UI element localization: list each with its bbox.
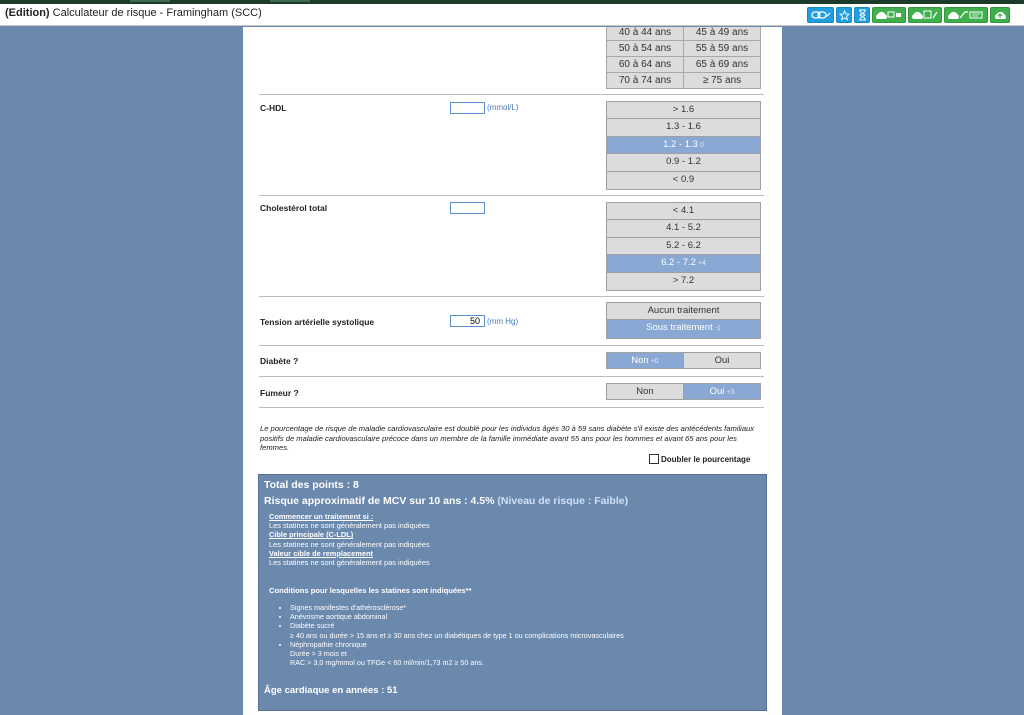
header-toolbar bbox=[807, 7, 1010, 23]
double-label: Doubler le pourcentage bbox=[661, 454, 751, 464]
condition-item bbox=[290, 621, 624, 639]
age-row bbox=[607, 27, 761, 41]
condition-detail: RAC > 3,0 mg/mmol ou TFGe < 60 ml/min/1,73 m2 ≥ 50 ans. bbox=[290, 658, 484, 668]
age-option[interactable]: 65 à 69 ans bbox=[684, 57, 761, 73]
diabete-no-option[interactable] bbox=[607, 353, 684, 368]
chol-option-label: 6.2 - 7.2 bbox=[661, 257, 696, 269]
tension-option-label: Aucun traitement bbox=[647, 305, 720, 316]
tension-options bbox=[606, 302, 761, 339]
option-label: Oui bbox=[709, 386, 725, 397]
results-box bbox=[258, 474, 767, 711]
calculator-panel bbox=[243, 27, 782, 715]
cloud-upload-icon bbox=[994, 10, 1006, 20]
tension-option-label: Sous traitement bbox=[646, 322, 713, 334]
tension-unit: (mm Hg) bbox=[487, 317, 519, 326]
star-icon bbox=[839, 10, 850, 21]
condition-detail: ≥ 40 ans ou durée > 15 ans et ≥ 30 ans chez un diabétiques de type 1 ou complications microvasculaires bbox=[290, 630, 624, 640]
age-option[interactable]: ≥ 75 ans bbox=[684, 73, 761, 89]
option-label: Non bbox=[636, 386, 654, 397]
option-label: Oui bbox=[714, 355, 730, 366]
points-badge: +4 bbox=[697, 260, 706, 268]
points-badge: -1 bbox=[714, 325, 721, 333]
divider bbox=[259, 407, 764, 408]
risk-estimate bbox=[264, 495, 628, 507]
title-text: Calculateur de risque - Framingham (SCC) bbox=[52, 7, 262, 19]
target-heading: Cible principale (C-LDL) bbox=[269, 530, 354, 540]
hdl-option-label: 1.3 - 1.6 bbox=[666, 121, 701, 133]
hdl-unit: (mmol/L) bbox=[487, 103, 519, 112]
age-row bbox=[607, 41, 761, 57]
chol-option[interactable] bbox=[607, 203, 760, 220]
chol-option-label: > 7.2 bbox=[672, 274, 695, 286]
age-table bbox=[606, 27, 761, 89]
history-button[interactable] bbox=[854, 7, 870, 23]
print-button[interactable] bbox=[872, 7, 906, 23]
risk-label: Risque approximatif de MCV sur 10 ans : 4.5% bbox=[264, 495, 495, 507]
chol-option-label: 4.1 - 5.2 bbox=[666, 222, 701, 234]
condition-item bbox=[290, 640, 624, 668]
fumeur-no-option[interactable] bbox=[607, 384, 684, 399]
age-option[interactable]: 55 à 59 ans bbox=[684, 41, 761, 57]
treatment-block bbox=[269, 512, 430, 567]
condition-item: • Anévrisme aortique abdominal bbox=[290, 612, 624, 621]
divider bbox=[259, 296, 764, 297]
chol-option[interactable] bbox=[607, 220, 760, 237]
hdl-option[interactable] bbox=[607, 102, 760, 119]
title-prefix: (Edition) bbox=[5, 7, 50, 19]
condition-detail: Durée > 3 mois et bbox=[290, 649, 347, 659]
divider bbox=[259, 94, 764, 95]
fax-button[interactable] bbox=[908, 7, 942, 23]
alt-heading: Valeur cible de remplacement bbox=[269, 548, 373, 558]
send-button[interactable] bbox=[944, 7, 988, 23]
age-row bbox=[607, 57, 761, 73]
favorite-button[interactable] bbox=[836, 7, 852, 23]
hdl-option-label: < 0.9 bbox=[672, 173, 695, 185]
app-header bbox=[0, 4, 1024, 26]
cloud-send-icon bbox=[947, 10, 985, 20]
hdl-option-selected[interactable] bbox=[607, 137, 760, 154]
option-label: Non bbox=[631, 355, 649, 366]
double-percentage-toggle[interactable] bbox=[649, 454, 750, 464]
page-title bbox=[5, 7, 262, 19]
chol-label: Cholestérol total bbox=[260, 203, 328, 213]
chol-option-label: 5.2 - 6.2 bbox=[666, 239, 701, 251]
condition-text: Diabète sucré bbox=[290, 621, 335, 631]
family-history-note: Le pourcentage de risque de maladie cardiovasculaire est doublé pour les individus âgés 30 à 59 sans diabète s'il existe des antécédents familiaux positifs de maladie cardiovasculaire précoce dans un membre de la famille immédiate avant 55 ans pour les hommes et avant 65 ans pour les femmes. bbox=[260, 424, 755, 452]
diabete-yes-option[interactable] bbox=[684, 353, 760, 368]
hdl-input[interactable] bbox=[450, 102, 485, 114]
age-option[interactable]: 70 à 74 ans bbox=[607, 73, 684, 89]
alt-text: Les statines ne sont généralement pas indiquées bbox=[269, 558, 430, 568]
tension-option[interactable] bbox=[607, 303, 760, 320]
start-text: Les statines ne sont généralement pas indiquées bbox=[269, 521, 430, 531]
start-heading: Commencer un traitement si : bbox=[269, 512, 374, 521]
link-button[interactable] bbox=[807, 7, 834, 23]
hdl-option[interactable] bbox=[607, 119, 760, 136]
risk-level: (Niveau de risque : Faible) bbox=[497, 495, 629, 507]
hdl-option-label: 1.2 - 1.3 bbox=[663, 138, 698, 150]
link-icon bbox=[811, 10, 831, 20]
age-option[interactable]: 50 à 54 ans bbox=[607, 41, 684, 57]
points-badge: +0 bbox=[650, 358, 659, 365]
diabete-options bbox=[606, 352, 761, 369]
tension-label: Tension artérielle systolique bbox=[260, 317, 375, 327]
condition-text: Néphropathie chronique bbox=[290, 639, 367, 649]
divider bbox=[259, 345, 764, 346]
age-row bbox=[607, 73, 761, 89]
condition-item: • Signes manifestes d'athérosclérose* bbox=[290, 603, 624, 612]
divider bbox=[259, 376, 764, 377]
chol-option[interactable] bbox=[607, 273, 760, 290]
chol-input[interactable] bbox=[450, 202, 485, 214]
upload-button[interactable] bbox=[990, 7, 1010, 23]
age-option[interactable]: 45 à 49 ans bbox=[684, 27, 761, 41]
total-points: Total des points : 8 bbox=[264, 479, 359, 491]
hdl-option-label: 0.9 - 1.2 bbox=[666, 156, 701, 168]
chol-option[interactable] bbox=[607, 238, 760, 255]
hdl-label: C-HDL bbox=[260, 103, 287, 113]
hdl-option-label: > 1.6 bbox=[672, 104, 695, 115]
cloud-print-icon bbox=[875, 10, 903, 20]
chol-option-label: < 4.1 bbox=[672, 205, 695, 216]
chol-options bbox=[606, 202, 761, 291]
tension-input[interactable]: 50 bbox=[450, 315, 485, 327]
fumeur-yes-option[interactable] bbox=[684, 384, 760, 399]
hdl-options bbox=[606, 101, 761, 190]
checkbox-icon[interactable] bbox=[649, 454, 659, 464]
points-badge: 0 bbox=[699, 141, 704, 149]
target-text: Les statines ne sont généralement pas indiquées bbox=[269, 539, 430, 549]
hdl-option[interactable] bbox=[607, 154, 760, 171]
chol-option-selected[interactable] bbox=[607, 255, 760, 272]
age-option[interactable]: 60 à 64 ans bbox=[607, 57, 684, 73]
tension-option-selected[interactable] bbox=[607, 320, 760, 337]
hdl-option[interactable] bbox=[607, 172, 760, 189]
age-option[interactable]: 40 à 44 ans bbox=[607, 27, 684, 41]
points-badge: +3 bbox=[726, 389, 735, 396]
divider bbox=[259, 195, 764, 196]
conditions-list bbox=[281, 603, 624, 667]
cloud-fax-icon bbox=[911, 10, 939, 20]
diabete-label: Diabète ? bbox=[260, 356, 299, 366]
cardiac-age: Âge cardiaque en années : 51 bbox=[264, 685, 398, 696]
fumeur-label: Fumeur ? bbox=[260, 388, 299, 398]
fumeur-options bbox=[606, 383, 761, 400]
conditions-title: Conditions pour lesquelles les statines sont indiquées** bbox=[269, 586, 472, 595]
hourglass-icon bbox=[858, 9, 867, 21]
